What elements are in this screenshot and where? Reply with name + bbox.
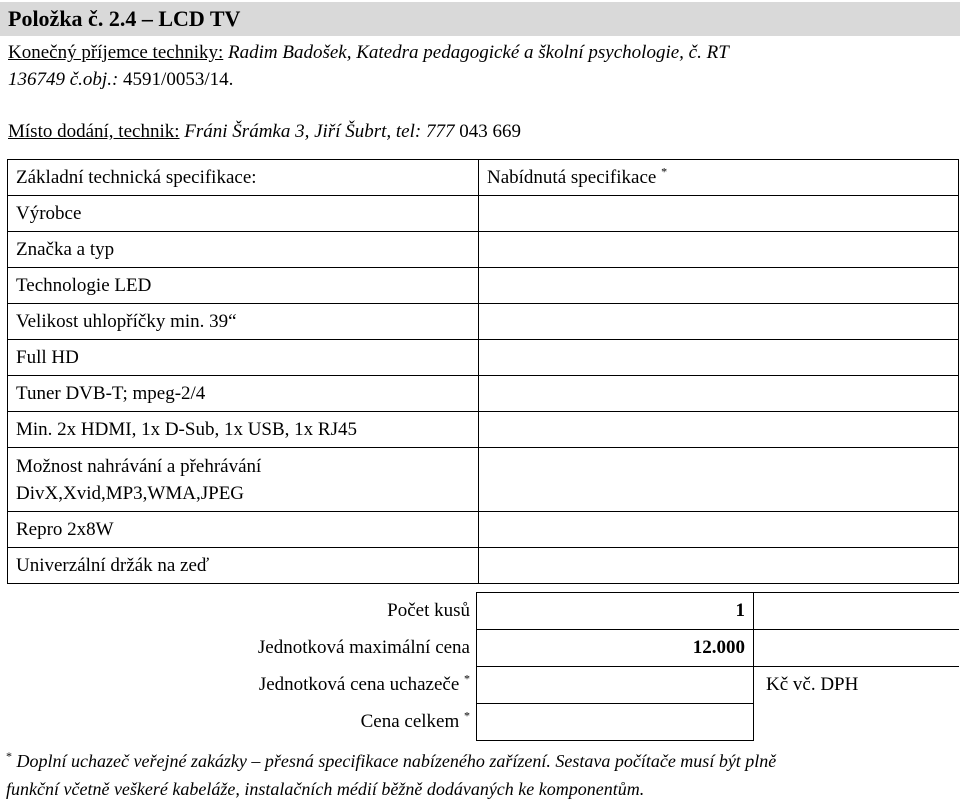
quantity-value: 1 [477,593,754,630]
offered-spec-cell[interactable] [479,340,959,376]
offered-spec-cell[interactable] [479,376,959,412]
spec-header-right: Nabídnutá specifikace * [479,160,959,196]
offered-spec-cell[interactable] [479,304,959,340]
spec-label: Výrobce [8,196,479,232]
item-heading: Položka č. 2.4 – LCD TV [0,2,960,36]
footnote-line-1: Doplní uchazeč veřejné zakázky – přesná specifikace nabízeného zařízení. Sestava počítače musí být plně [16,751,777,771]
recipient-order-number: 4591/0053/14. [123,69,234,90]
spec-row [8,196,959,232]
spec-label: Technologie LED [8,268,479,304]
spec-label: Repro 2x8W [8,512,479,548]
spec-header-left: Základní technická specifikace: [8,160,479,196]
recipient-line-2 [8,68,233,92]
delivery-phone: 043 669 [459,121,521,142]
offered-spec-cell[interactable] [479,196,959,232]
max-price-value: 12.000 [477,630,754,667]
spec-row [8,304,959,340]
total-input[interactable] [477,704,754,741]
spec-row [8,412,959,448]
spec-row [8,448,959,512]
offered-spec-cell[interactable] [479,268,959,304]
recipient-label: Konečný příjemce techniky: [8,42,224,63]
spec-label: Tuner DVB-T; mpeg-2/4 [8,376,479,412]
max-price-unit-cell [754,630,960,667]
spec-row [8,548,959,584]
recipient-order-label: 136749 č.obj.: [8,69,119,90]
max-price-label: Jednotková maximální cena [7,630,477,667]
total-label: Cena celkem * [7,704,477,741]
delivery-line [8,120,521,144]
delivery-label: Místo dodání, technik: [8,121,180,142]
spec-label: Velikost uhlopříčky min. 39“ [8,304,479,340]
spec-label: Full HD [8,340,479,376]
recipient-line-1 [8,41,729,65]
total-row [7,704,959,741]
pricing-table [7,592,959,741]
spec-row [8,376,959,412]
delivery-value: Fráni Šrámka 3, Jiří Šubrt, tel: 777 [184,121,455,142]
footnote-asterisk: * [6,749,12,763]
offered-spec-cell[interactable] [479,512,959,548]
quantity-unit-cell [754,593,960,630]
bid-price-row [7,667,959,704]
spec-row [8,232,959,268]
spec-label: Univerzální držák na zeď [8,548,479,584]
recipient-value: Radim Badošek, Katedra pedagogické a školní psychologie, č. RT [228,42,729,63]
currency-note: Kč vč. DPH [766,674,859,696]
spec-header-row [8,160,959,196]
bid-price-label: Jednotková cena uchazeče * [7,667,477,704]
max-price-row [7,630,959,667]
spec-row [8,268,959,304]
offered-spec-cell[interactable] [479,448,959,512]
specification-table [7,159,959,584]
offered-spec-cell[interactable] [479,232,959,268]
offered-spec-cell[interactable] [479,548,959,584]
footnote-line-2: funkční včetně veškeré kabeláže, instalačních médií běžně dodávaných ke komponentům. [6,779,645,799]
quantity-label: Počet kusů [7,593,477,630]
offered-spec-cell[interactable] [479,412,959,448]
footnote [6,747,956,803]
spec-row [8,512,959,548]
spec-label: Min. 2x HDMI, 1x D-Sub, 1x USB, 1x RJ45 [8,412,479,448]
spec-row [8,340,959,376]
spec-label: Možnost nahrávání a přehrávání DivX,Xvid,MP3,WMA,JPEG [8,448,479,512]
quantity-row [7,593,959,630]
spec-label: Značka a typ [8,232,479,268]
bid-price-input[interactable] [477,667,754,704]
total-unit-cell [754,704,960,741]
